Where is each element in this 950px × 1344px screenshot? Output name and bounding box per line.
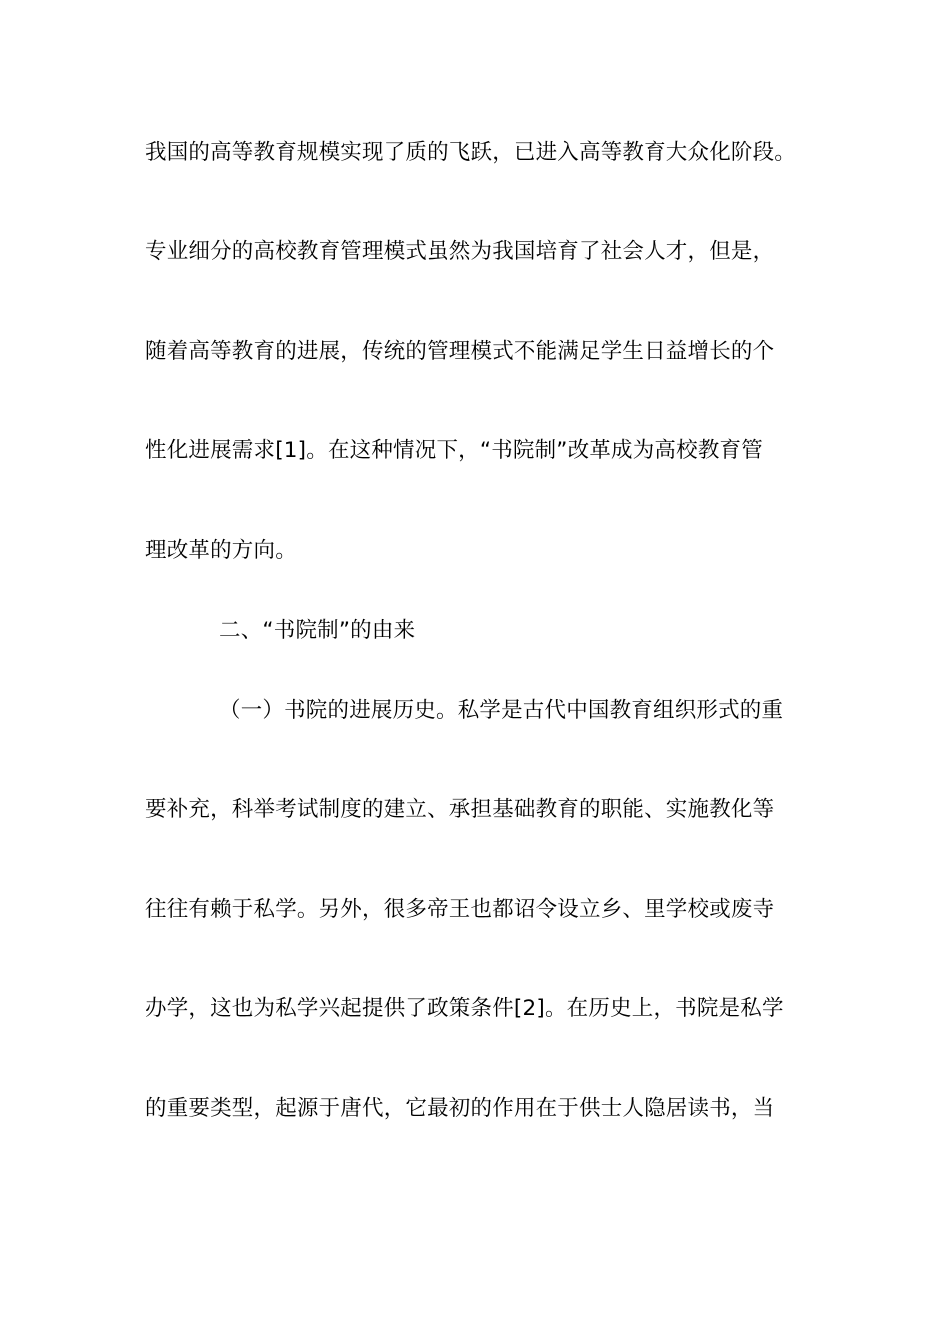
- paragraph-line: 我国的高等教育规模实现了质的飞跃，已进入高等教育大众化阶段。: [145, 140, 797, 165]
- paragraph-line: 专业细分的高校教育管理模式虽然为我国培育了社会人才，但是，: [145, 239, 775, 264]
- paragraph-line: 要补充，科举考试制度的建立、承担基础教育的职能、实施教化等: [145, 797, 775, 822]
- paragraph-line: 随着高等教育的进展，传统的管理模式不能满足学生日益增长的个: [145, 339, 775, 364]
- paragraph-line: 办学，这也为私学兴起提供了政策条件[2]。在历史上，书院是私学: [145, 996, 784, 1021]
- paragraph-line: 性化进展需求[1]。在这种情况下，“书院制”改革成为高校教育管: [145, 438, 763, 463]
- paragraph-line: 往往有赖于私学。另外，很多帝王也都诏令设立乡、里学校或废寺: [145, 897, 775, 922]
- paragraph-line: 理改革的方向。: [145, 538, 297, 563]
- paragraph-line: 的重要类型，起源于唐代，它最初的作用在于供士人隐居读书，当: [145, 1096, 775, 1121]
- subsection-line: （一）书院的进展历史。私学是古代中国教育组织形式的重: [219, 698, 784, 723]
- section-heading: 二、“书院制”的由来: [219, 618, 416, 643]
